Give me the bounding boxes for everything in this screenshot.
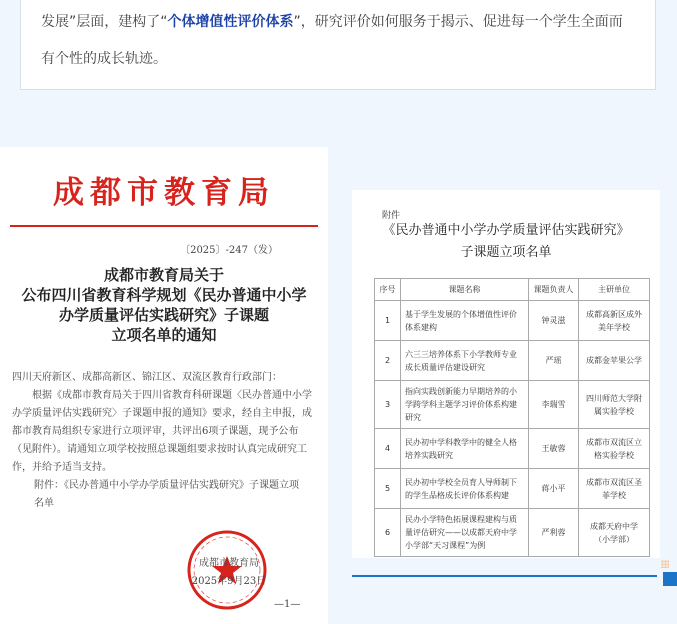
table-cell: 成都市双流区立格实验学校 — [579, 429, 650, 469]
notice-header: 成都市教育局 — [53, 175, 275, 211]
red-divider — [10, 225, 318, 227]
accent-divider — [352, 575, 657, 577]
table-row — [375, 301, 650, 341]
table-row — [375, 429, 650, 469]
date: 2025年9月23日 — [191, 576, 267, 587]
table-cell: 成都高新区成外美年学校 — [579, 301, 650, 341]
table-cell: 王敏蓉 — [529, 429, 579, 469]
signature-block — [188, 555, 270, 591]
notice-document-image — [0, 147, 328, 624]
table-cell: 成都市双流区圣菲学校 — [579, 469, 650, 509]
accent-square — [663, 572, 677, 586]
table-cell: 成都天府中学（小学部） — [579, 509, 650, 557]
table-cell: 3 — [375, 381, 401, 429]
notice-title — [0, 265, 328, 345]
table-cell: 1 — [375, 301, 401, 341]
title-line: 立项名单的通知 — [111, 326, 217, 344]
annex-title — [352, 220, 660, 264]
table-row — [375, 469, 650, 509]
title-line: 成都市教育局关于 — [103, 266, 224, 284]
notice-body — [12, 369, 318, 513]
header-cell: 课题负责人 — [529, 279, 579, 301]
table-cell: 六三三培养体系下小学教师专业成长质量评估建设研究 — [401, 341, 529, 381]
page-number: —1— — [274, 599, 301, 610]
doc-number: 〔2025〕-247（发） — [180, 245, 278, 256]
paragraph-text: ”，研究评价如何服务于揭示、促进每一个学生全面而有个性的成长轨迹。 — [41, 14, 623, 67]
table-cell: 指向实践创新能力早期培养的小学跨学科主题学习评价体系构建研究 — [401, 381, 529, 429]
signature: 成都市教育局 — [199, 558, 259, 569]
header-cell: 课题名称 — [401, 279, 529, 301]
table-cell: 5 — [375, 469, 401, 509]
table-cell: 四川师范大学附属实验学校 — [579, 381, 650, 429]
table-cell: 李瑞雪 — [529, 381, 579, 429]
table-cell: 民办小学特色拓展课程建构与质量评估研究——以成都天府中学小学部“天习课程”为例 — [401, 509, 529, 557]
table-row — [375, 341, 650, 381]
decorative-dots-icon — [661, 560, 669, 568]
table-cell: 严瑶 — [529, 341, 579, 381]
title-line: 《民办普通中小学办学质量评估实践研究》 — [382, 223, 630, 238]
table-cell: 民办初中学校全员育人导师制下的学生品格成长评价体系构建 — [401, 469, 529, 509]
table-row — [375, 509, 650, 557]
title-line: 子课题立项名单 — [460, 245, 552, 260]
title-line: 办学质量评估实践研究》子课题 — [58, 306, 269, 324]
table-cell: 严利蓉 — [529, 509, 579, 557]
attachment-note: 附件：《民办普通中小学办学质量评估实践研究》子课题立项名单 — [34, 480, 299, 509]
table-cell: 基于学生发展的个体增值性评价体系建构 — [401, 301, 529, 341]
table-cell: 蒋小平 — [529, 469, 579, 509]
table-cell: 成都金苹果公学 — [579, 341, 650, 381]
recipients: 四川天府新区、成都高新区、锦江区、双流区教育行政部门： — [12, 372, 282, 383]
project-table — [374, 278, 650, 557]
table-row — [375, 381, 650, 429]
table-header-row — [375, 279, 650, 301]
annex-label: 附件 — [382, 211, 401, 221]
table-cell: 2 — [375, 341, 401, 381]
body-text: 根据《成都市教育局关于四川省教育科研课题〈民办普通中小学办学质量评估实践研究〉子课题申报的通知》要求，经自主申报，成都市教育局组织专家进行立项评审，共评出6项子课题，现予公布（见附件）。请通知立项学校按照总课题组要求按时认真完成研究工作，并给予适当支持。 — [12, 390, 312, 473]
table-cell: 4 — [375, 429, 401, 469]
header-cell: 主研单位 — [579, 279, 650, 301]
table-cell: 民办初中学科教学中的健全人格培养实践研究 — [401, 429, 529, 469]
title-line: 公布四川省教育科学规划《民办普通中小学 — [21, 286, 307, 304]
table-cell: 6 — [375, 509, 401, 557]
table-cell: 钟灵滋 — [529, 301, 579, 341]
paragraph-text: 发展”层面，建构了“ — [41, 14, 168, 30]
highlight-text: 个体增值性评价体系 — [167, 14, 294, 30]
header-cell: 序号 — [375, 279, 401, 301]
article-text-card — [20, 0, 656, 90]
annex-document-image — [352, 190, 660, 558]
